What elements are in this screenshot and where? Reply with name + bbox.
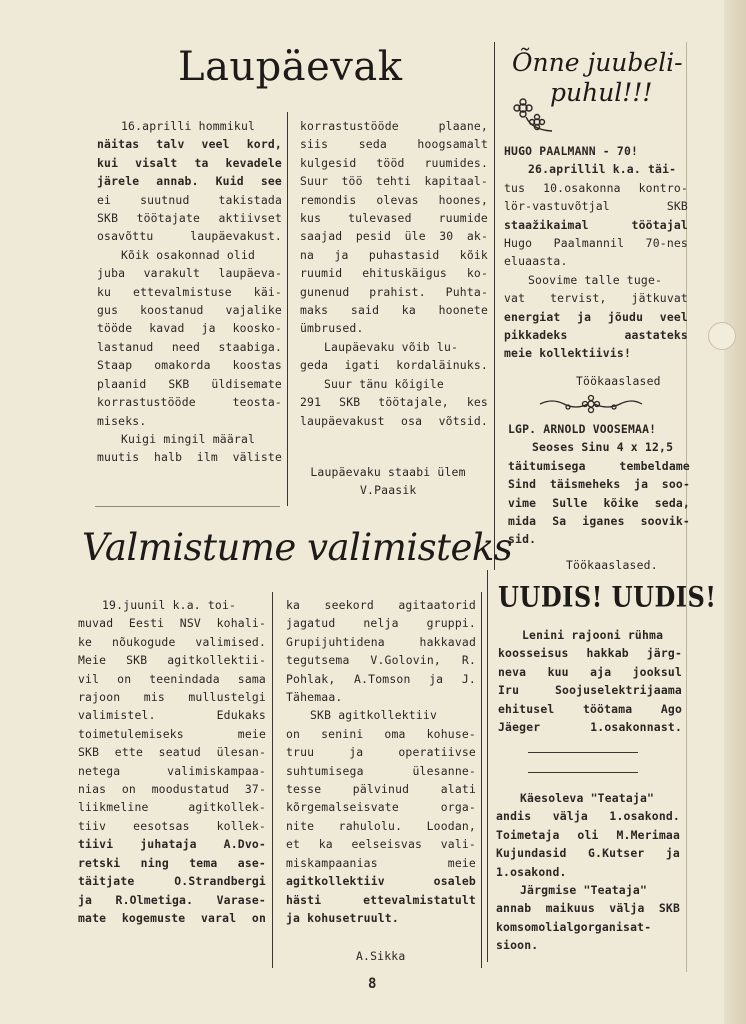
- juubel-heading-line1: Õnne juubeli-: [512, 48, 683, 77]
- column-rule: [287, 112, 288, 506]
- text-line: truu ja operatiivse: [286, 745, 476, 760]
- text-line: korrastustööde plaane,: [300, 119, 488, 133]
- text-line: LGP. ARNOLD VOOSEMAA!: [508, 422, 657, 436]
- uudis-heading: UUDIS! UUDIS!: [498, 580, 717, 614]
- text-line: 1.osakond.: [496, 864, 567, 879]
- signature-line: Laupäevaku staabi ülem: [310, 465, 466, 479]
- text-line: ke nõukogude valimised.: [78, 634, 266, 649]
- text-line: tus 10.osakonna kontro-: [504, 180, 688, 195]
- text-line: HUGO PAALMANN - 70!: [504, 144, 639, 158]
- text-line: sioon.: [496, 938, 539, 953]
- text-line: 16.aprilli hommikul: [121, 119, 256, 133]
- text-line: gunenud prahist. Puhta-: [300, 284, 488, 299]
- text-line: juba varakult laupäeva-: [97, 266, 282, 281]
- divider: [528, 772, 638, 773]
- voosemaa-article: [508, 420, 690, 549]
- page-edge: [724, 0, 746, 1024]
- laupaevak-signature: [288, 463, 488, 500]
- text-line: SKB ette seatud ülesan-: [78, 745, 266, 760]
- text-line: vat tervist, jätkuvat: [504, 291, 688, 306]
- article-title-laupaevak: Laupäevak: [178, 44, 403, 90]
- text-line: kõrgemalseisvate orga-: [286, 800, 476, 815]
- text-line: Tähemaa.: [286, 690, 343, 705]
- laupaevak-column-2: [300, 117, 488, 430]
- text-line: Kujundasid G.Kutser ja: [496, 846, 680, 861]
- text-line: retski ning tema ase-: [78, 855, 266, 870]
- text-line: täitumisega tembeldame: [508, 458, 690, 473]
- signature-name: V.Paasik: [360, 483, 417, 498]
- juubel-article: [504, 142, 688, 363]
- text-line: rajoon mis mullustelgi: [78, 690, 266, 705]
- text-line: SKB agitkollektiiv: [310, 708, 438, 723]
- text-line: meie kollektiivis!: [504, 346, 632, 361]
- text-line: kus tulevased ruumide: [300, 211, 488, 226]
- text-line: ja R.Olmetiga. Varase-: [78, 892, 266, 907]
- text-line: kulgesid tööd ruumides.: [300, 155, 488, 170]
- text-line: Suur töö tehti kapitaal-: [300, 174, 488, 189]
- text-line: jagatud nelja gruppi.: [286, 616, 476, 631]
- punch-hole: [708, 322, 736, 350]
- text-line: toimetulemiseks meie: [78, 726, 266, 741]
- text-line: on senini oma kohuse-: [286, 726, 476, 741]
- text-line: tiivi juhataja A.Dvo-: [78, 837, 266, 852]
- text-line: Lenini rajooni rühma: [522, 628, 664, 642]
- text-line: et ka eelseisvas vali-: [286, 837, 476, 852]
- text-line: Kõik osakonnad olid: [121, 247, 256, 262]
- text-line: Jäeger 1.osakonnast.: [498, 720, 682, 735]
- column-rule: [487, 570, 488, 962]
- column-rule: [272, 592, 273, 968]
- page-number: 8: [368, 976, 377, 992]
- text-line: Grupijuhtidena hakkavad: [286, 634, 476, 649]
- text-line: ümbrused.: [300, 321, 364, 336]
- voosemaa-signature: Töökaaslased.: [566, 558, 658, 572]
- text-line: hästi ettevalmistatult: [286, 892, 476, 907]
- text-line: agitkollektiiv osaleb: [286, 874, 476, 889]
- text-line: korrastustööde teosta-: [97, 395, 282, 410]
- juubel-heading-line2: puhul!!!: [550, 78, 653, 107]
- valimised-column-2: [286, 596, 476, 927]
- text-line: Seoses Sinu 4 x 12,5: [532, 440, 674, 455]
- text-line: miskampaanias meie: [286, 855, 476, 870]
- text-line: andis välja 1.osakond.: [496, 809, 680, 824]
- text-line: koosseisus hakkab järg-: [498, 646, 682, 661]
- text-line: valimistel. Edukaks: [78, 708, 266, 723]
- text-line: 26.aprillil k.a. täi-: [528, 162, 677, 177]
- laupaevak-column-1: [97, 117, 282, 467]
- text-line: Meie SKB agitkollektii-: [78, 653, 266, 668]
- divider: [528, 752, 638, 753]
- text-line: täitjate O.Strandbergi: [78, 874, 266, 889]
- text-line: SKB töötajate aktiivset: [97, 211, 282, 226]
- text-line: ehitusel töötama Ago: [498, 701, 682, 716]
- text-line: lör-vastuvõtjal SKB: [504, 199, 688, 214]
- text-line: na ja puhastasid kõik: [300, 247, 488, 262]
- text-line: annab maikuus välja SKB: [496, 901, 680, 916]
- text-line: Staap omakorda koostas: [97, 358, 282, 373]
- text-line: Toimetaja oli M.Merimaa: [496, 827, 680, 842]
- text-line: komsomolialgorganisat-: [496, 919, 652, 934]
- divider: [95, 506, 280, 507]
- text-line: vil on teenindada sama: [78, 671, 266, 686]
- text-line: Iru Soojuselektrijaama: [498, 683, 682, 698]
- text-line: suhtumisega ülesanne-: [286, 763, 476, 778]
- text-line: mida Sa iganes soovik-: [508, 514, 690, 529]
- text-line: mate kogemuste varal on: [78, 910, 266, 925]
- text-line: 19.juunil k.a. toi-: [102, 598, 237, 612]
- text-line: nias on moodustatud 37-: [78, 782, 266, 797]
- text-line: ruumid ehituskäigus ko-: [300, 266, 488, 281]
- text-line: maks said ka hoonete: [300, 303, 488, 318]
- text-line: muvad Eesti NSV kohali-: [78, 616, 266, 631]
- text-line: tööde kavad ja koosko-: [97, 321, 282, 336]
- text-line: laupäevakust osa võtsid.: [300, 413, 488, 428]
- text-line: miseks.: [97, 413, 147, 428]
- text-line: siis seda hoogsamalt: [300, 137, 488, 152]
- text-line: liikmeline agitkollek-: [78, 800, 266, 815]
- text-line: kui visalt ta kevadele: [97, 155, 282, 170]
- text-line: pikkadeks aastateks: [504, 328, 688, 343]
- text-line: Pohlak, A.Tomson ja J.: [286, 671, 476, 686]
- valimised-column-1: [78, 596, 266, 927]
- text-line: muutis halb ilm väliste: [97, 450, 282, 465]
- text-line: Hugo Paalmannil 70-nes: [504, 236, 688, 251]
- text-line: näitas talv veel kord,: [97, 137, 282, 152]
- text-line: Sind täismeheks ja soo-: [508, 477, 690, 492]
- text-line: Käesoleva "Teataja": [520, 791, 655, 805]
- text-line: Laupäevaku võib lu-: [324, 339, 459, 354]
- text-line: energiat ja jõudu veel: [504, 309, 688, 324]
- text-line: lastanud need staabiga.: [97, 339, 282, 354]
- text-line: ei suutnud takistada: [97, 192, 282, 207]
- text-line: järele annab. Kuid see: [97, 174, 282, 189]
- text-line: ka seekord agitaatorid: [286, 598, 476, 612]
- valimised-signature: A.Sikka: [356, 949, 406, 963]
- text-line: Järgmise "Teataja": [520, 883, 648, 898]
- text-line: netega valimiskampaa-: [78, 763, 266, 778]
- text-line: plaanid SKB üldisemate: [97, 376, 282, 391]
- text-line: saajad pesid üle 30 ak-: [300, 229, 488, 244]
- text-line: Suur tänu kõigile: [324, 376, 444, 391]
- text-line: geda igati kordaläinuks.: [300, 358, 488, 373]
- text-line: neva kuu aja jooksul: [498, 664, 682, 679]
- column-rule: [494, 42, 495, 570]
- text-line: staažikaimal töötajal: [504, 217, 688, 232]
- text-line: osavõttu laupäevakust.: [97, 229, 282, 244]
- text-line: tegutsema V.Golovin, R.: [286, 653, 476, 668]
- text-line: ku ettevalmistuse käi-: [97, 284, 282, 299]
- column-rule: [481, 592, 482, 968]
- text-line: eluaasta.: [504, 254, 568, 269]
- text-line: nite rahulolu. Loodan,: [286, 818, 476, 833]
- teataja-colophon: [496, 789, 680, 955]
- text-line: sid.: [508, 532, 537, 547]
- article-title-valimised: Valmistume valimisteks: [82, 526, 513, 569]
- text-line: tiiv eesotsas kollek-: [78, 818, 266, 833]
- text-line: Kuigi mingil määral: [121, 431, 256, 446]
- uudis-article: [498, 626, 682, 736]
- flower-ornament-icon: [512, 98, 556, 136]
- juubel-signature: Töökaaslased: [576, 374, 661, 388]
- text-line: 291 SKB töötajale, kes: [300, 395, 488, 410]
- text-line: ja kohusetruult.: [286, 910, 399, 925]
- flower-divider-icon: [538, 394, 644, 414]
- text-line: remondis olevas hoones,: [300, 192, 488, 207]
- text-line: vime Sulle kõike seda,: [508, 495, 690, 510]
- text-line: tesse pälvinud alati: [286, 782, 476, 797]
- text-line: gus koostanud vajalike: [97, 303, 282, 318]
- text-line: Soovime talle tuge-: [528, 272, 663, 287]
